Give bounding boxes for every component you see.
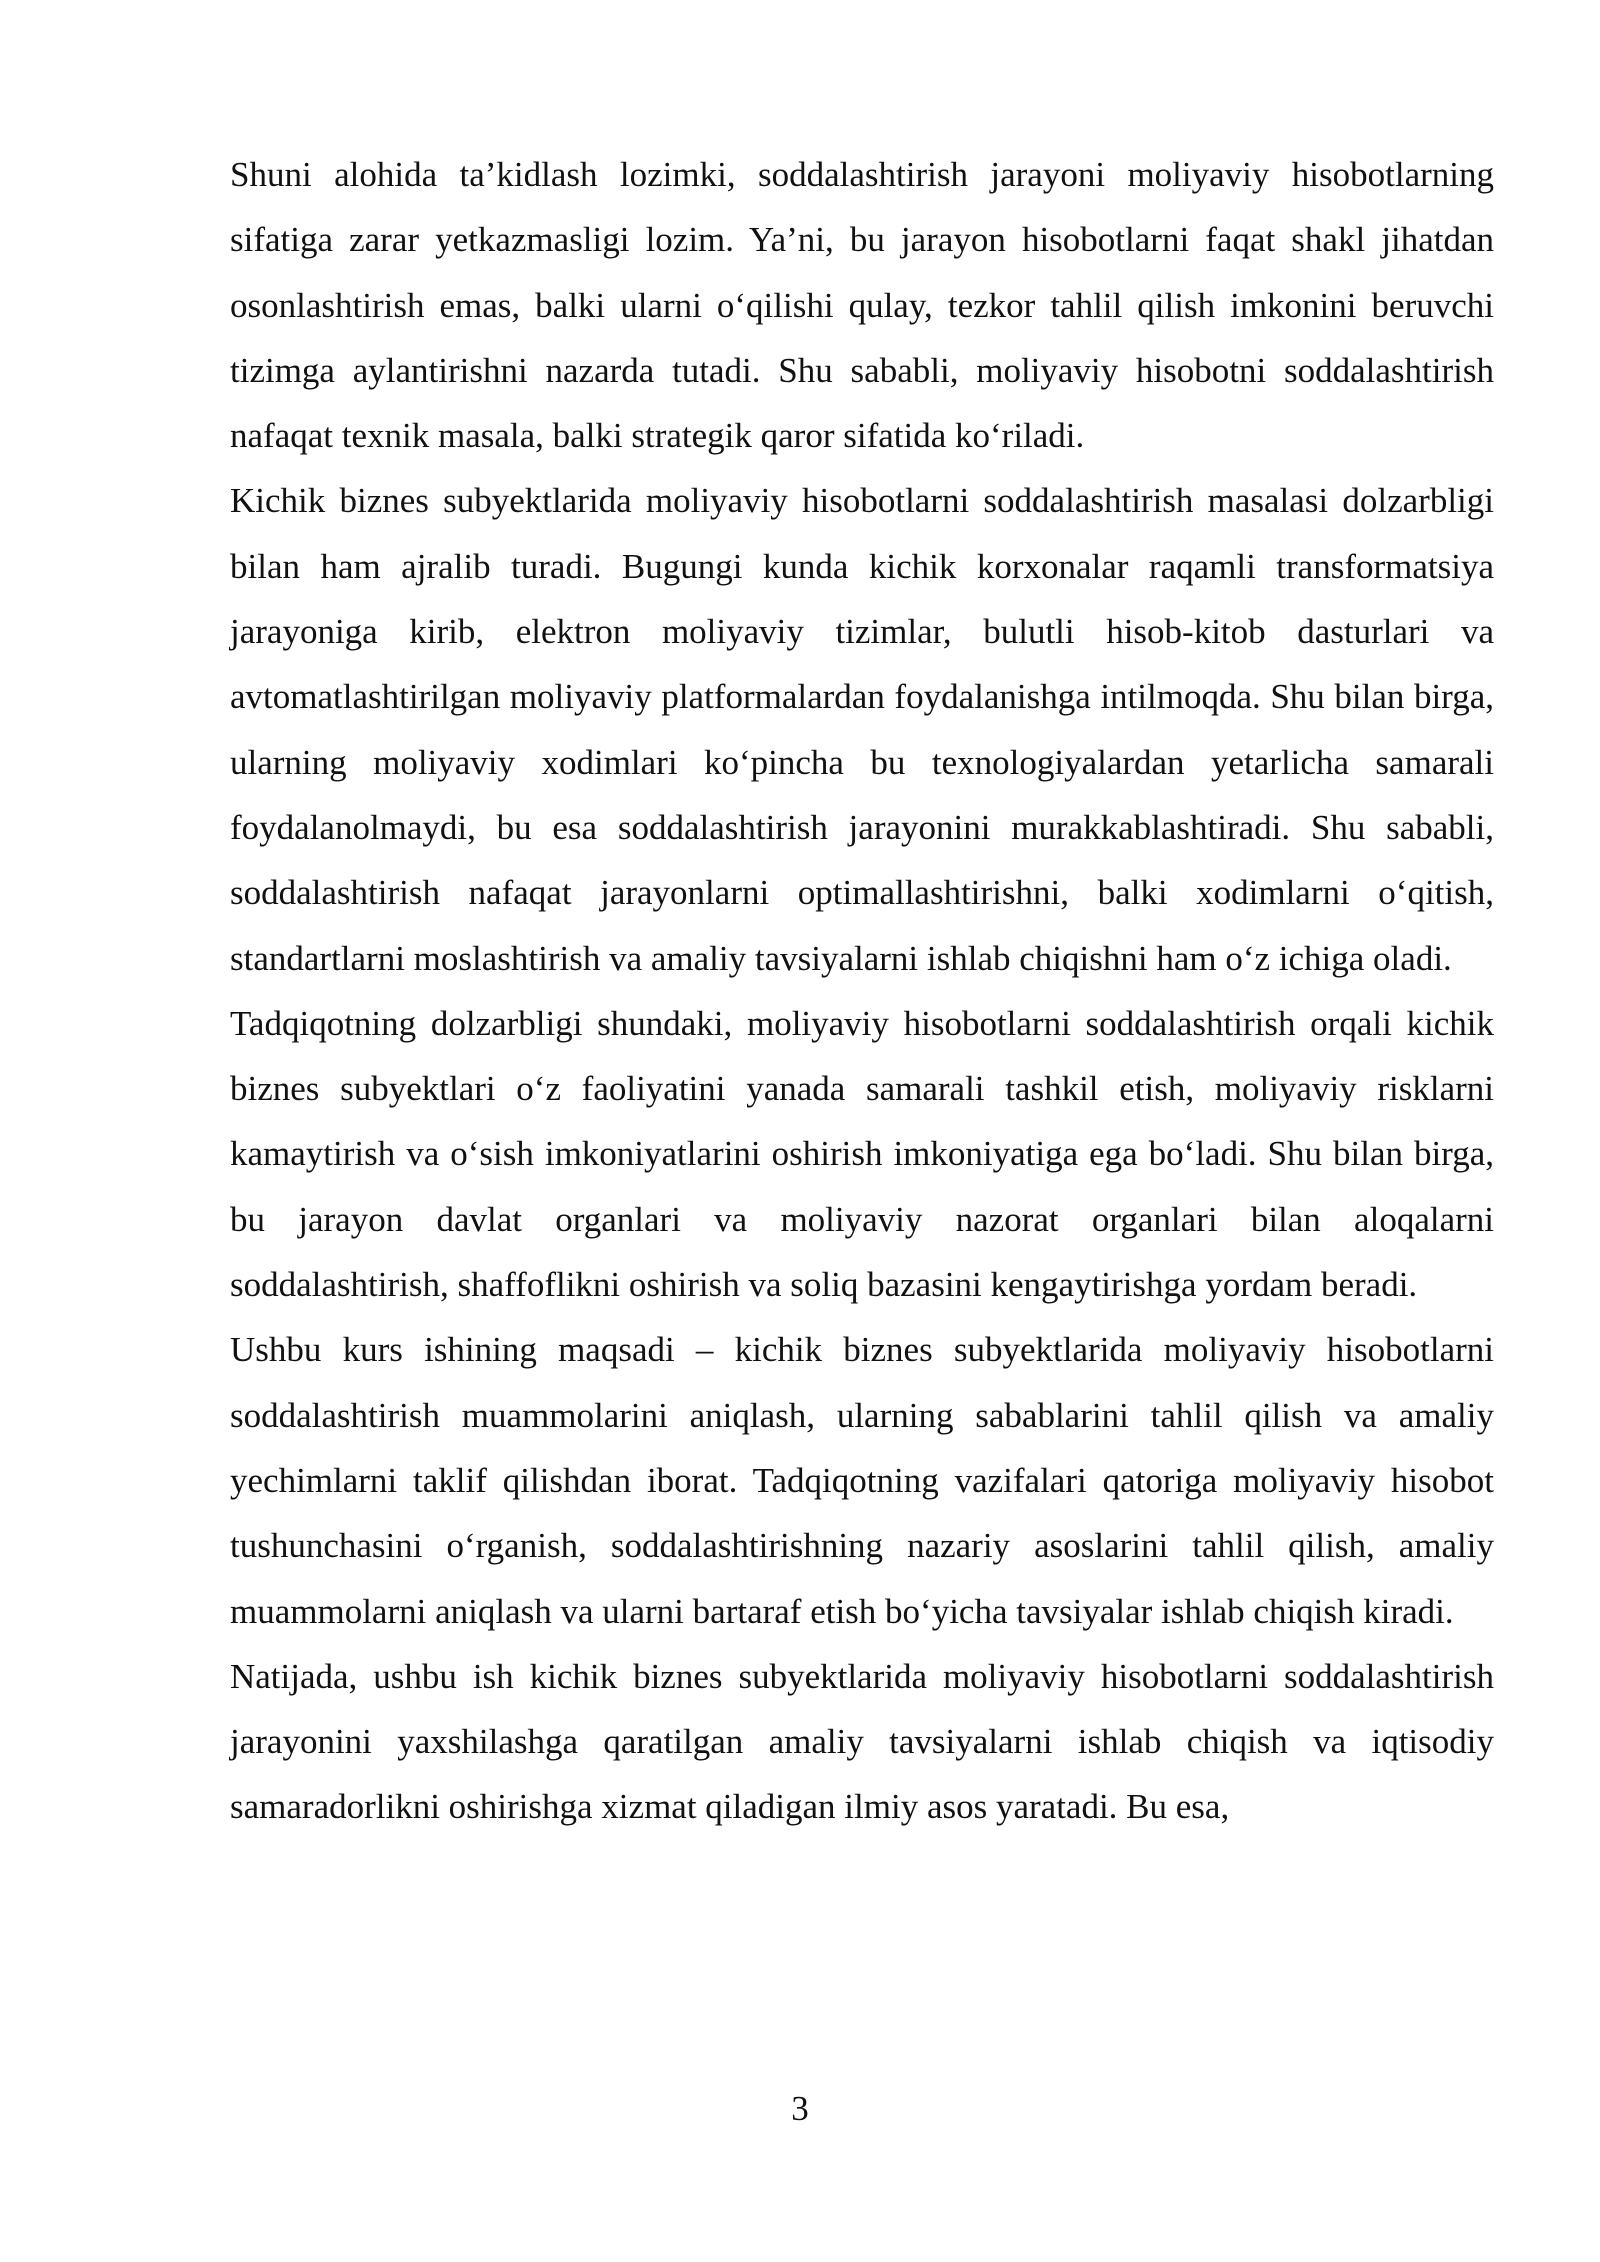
paragraph-2: Kichik biznes subyektlarida moliyaviy hisobotlarni soddalashtirish masalasi dolzarbligi bilan ham ajralib turadi. Bugungi kunda kichik korxonalar raqamli transformatsiya jarayoniga kirib, elektron moliyaviy tizimlar, bulutli hisob-kitob dasturlari va avtomatlashtirilgan moliyaviy platformalardan foydalanishga intilmoqda. Shu bilan birga, ularning moliyaviy xodimlari ko‘pincha bu texnologiyalardan yetarlicha samarali foydalanolmaydi, bu esa soddalashtirish jarayonini murakkablashtiradi. Shu sababli, soddalashtirish nafaqat jarayonlarni optimallashtirishni, balki xodimlarni o‘qitish, standartlarni moslashtirish va amaliy tavsiyalarni ishlab chiqishni ham o‘z ichiga oladi.	[230, 481, 1494, 978]
paragraph-5: Natijada, ushbu ish kichik biznes subyektlarida moliyaviy hisobotlarni soddalashtirish jarayonini yaxshilashga qaratilgan amaliy tavsiyalarni ishlab chiqish va iqtisodiy samaradorlikni oshirishga xizmat qiladigan ilmiy asos yaratadi. Bu esa,	[230, 1656, 1494, 1827]
paragraph-4: Ushbu kurs ishining maqsadi – kichik biznes subyektlarida moliyaviy hisobotlarni soddalashtirish muammolarini aniqlash, ularning sabablarini tahlil qilish va amaliy yechimlarni taklif qilishdan iborat. Tadqiqotning vazifalari qatoriga moliyaviy hisobot tushunchasini o‘rganish, soddalashtirishning nazariy asoslarini tahlil qilish, amaliy muammolarni aniqlash va ularni bartaraf etish bo‘yicha tavsiyalar ishlab chiqish kiradi.	[230, 1330, 1494, 1631]
paragraph-1: Shuni alohida ta’kidlash lozimki, soddalashtirish jarayoni moliyaviy hisobotlarning sifatiga zarar yetkazmasligi lozim. Ya’ni, bu jarayon hisobotlarni faqat shakl jihatdan osonlashtirish emas, balki ularni o‘qilishi qulay, tezkor tahlil qilish imkonini beruvchi tizimga aylantirishni nazarda tutadi. Shu sababli, moliyaviy hisobotni soddalashtirish nafaqat texnik masala, balki strategik qaror sifatida ko‘riladi.	[230, 155, 1494, 456]
document-body	[230, 142, 1494, 1840]
paragraph-3: Tadqiqotning dolzarbligi shundaki, moliyaviy hisobotlarni soddalashtirish orqali kichik biznes subyektlari o‘z faoliyatini yanada samarali tashkil etish, moliyaviy risklarni kamaytirish va o‘sish imkoniyatlarini oshirish imkoniyatiga ega bo‘ladi. Shu bilan birga, bu jarayon davlat organlari va moliyaviy nazorat organlari bilan aloqalarni soddalashtirish, shaffoflikni oshirish va soliq bazasini kengaytirishga yordam beradi.	[230, 1003, 1494, 1305]
page-number: 3	[791, 2089, 809, 2128]
